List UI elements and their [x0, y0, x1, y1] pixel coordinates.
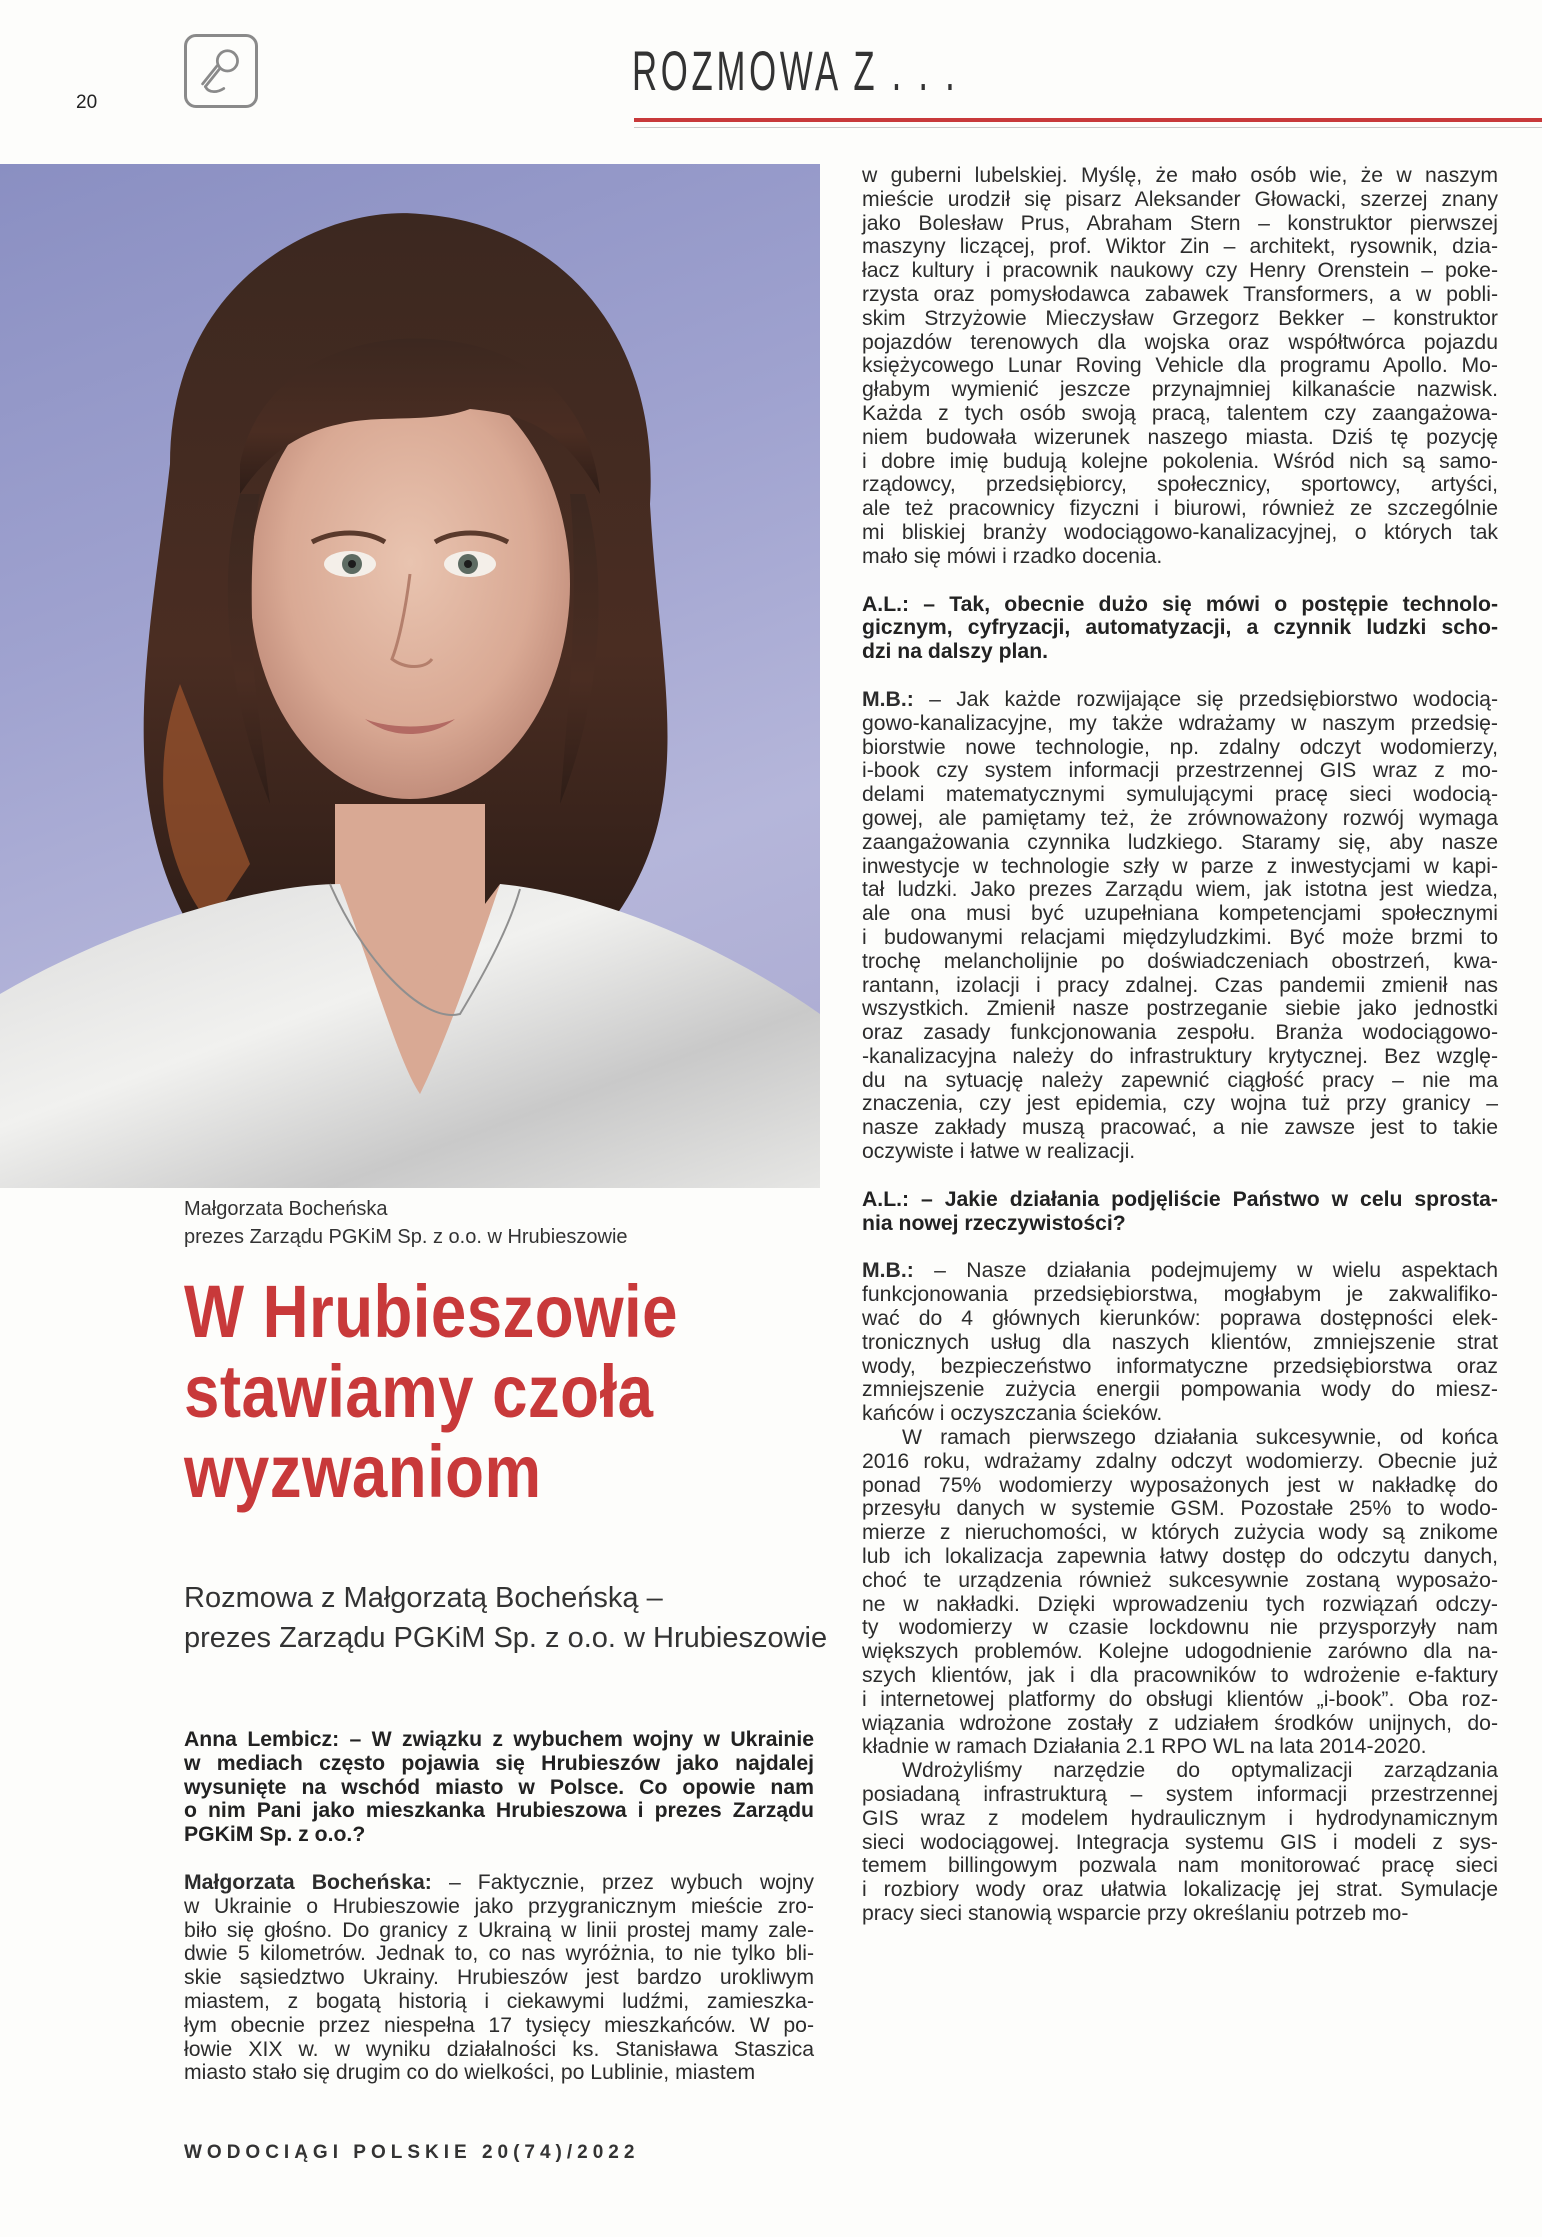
text-line: du na sytuację należy zapewnić ciągłość pracy – nie ma: [862, 1068, 1498, 1092]
headline-line: stawiamy czoła: [184, 1350, 654, 1433]
text-line: ty wodomierzy w czasie lockdownu nie przysporzyły nam: [862, 1616, 1498, 1640]
text-line: choć te urządzenia również sukcesywnie zostaną wyposażo-: [862, 1568, 1498, 1592]
text-line: M.B.: – Nasze działania podejmujemy w wielu aspektach: [862, 1259, 1498, 1283]
text-line: miasto stało się drugim co do wielkości, po Lublinie, miastem: [184, 2061, 756, 2085]
text-line: trochę melancholijnie po doświadczeniach obostrzeń, kwa-: [862, 949, 1498, 973]
text-line: łowie XIX w. w wyniku działalności ks. Stanisława Staszica: [184, 2037, 814, 2061]
speaker-label: M.B.:: [862, 1259, 914, 1283]
text-line: pracy sieci stanowią wsparcie przy określaniu potrzeb mo-: [862, 1901, 1409, 1925]
text-line: w guberni lubelskiej. Myślę, że mało osób wie, że w naszym: [862, 164, 1498, 187]
paragraph-gap: [184, 1847, 814, 1871]
text-line: nia nowej rzeczywistości?: [862, 1211, 1126, 1235]
text-line: wysunięte na wschód miasto w Polsce. Co opowie nam: [184, 1775, 814, 1799]
left-text-column: [184, 1728, 814, 2085]
text-line: Małgorzata Bocheńska: – Faktycznie, przez wybuch wojny: [184, 1870, 815, 1894]
text-line: delami matematycznymi symulującymi pracę sieci wodocią-: [862, 783, 1498, 807]
text-line: tronicznych usług dla naszych klientów, zmniejszenie strat: [862, 1330, 1498, 1354]
text-line: mi bliskiej branży wodociągowo-kanalizacyjnej, o których tak: [862, 520, 1498, 544]
paragraph-gap: [862, 664, 1498, 688]
text-line: większych problemów. Kolejne udogodnienie zarówno dla na-: [862, 1640, 1498, 1664]
text-line: lub ich lokalizacja zapewnia łatwy dostęp do odczytu danych,: [862, 1545, 1498, 1569]
text-line: rządowcy, przedsiębiorcy, społecznicy, sportowcy, artyści,: [862, 473, 1498, 497]
caption-name: Małgorzata Bocheńska: [184, 1198, 388, 1220]
subtitle-line: Rozmowa z Małgorzatą Bocheńską –: [184, 1582, 663, 1614]
speaker-label: Małgorzata Bocheńska:: [184, 1870, 432, 1894]
headline-line: W Hrubieszowie: [184, 1270, 678, 1353]
text-line: A.L.: – Jakie działania podjęliście Państwo w celu sprosta-: [862, 1187, 1498, 1211]
subtitle-line: prezes Zarządu PGKiM Sp. z o.o. w Hrubieszowie: [184, 1622, 828, 1654]
text-line: ale ona musi być uzupełniana kompetencjami społecznymi: [862, 902, 1498, 926]
text-line: skim Strzyżowie Mieczysław Grzegorz Bekker – konstruktor: [862, 306, 1498, 330]
right-text-column: [862, 164, 1498, 1926]
text-line: i rozbiory wody oraz ułatwia lokalizację jej strat. Symulacje: [862, 1878, 1498, 1902]
header-rule-thin: [634, 127, 1542, 128]
page-number: 20: [76, 92, 98, 113]
text-line: skie sąsiedztwo Ukrainy. Hrubieszów jest bardzo urokliwym: [184, 1966, 814, 1990]
microphone-icon: [184, 34, 258, 108]
text-line: sieci wodociągowej. Integracja systemu GIS i modeli z sys-: [862, 1830, 1498, 1854]
text-line: Wdrożyliśmy narzędzie do optymalizacji zarządzania: [902, 1759, 1498, 1783]
text-line: inwestycje w technologie szły w parze z inwestycjami w kapi-: [862, 854, 1498, 878]
paragraph-gap: [862, 1164, 1498, 1188]
text-line: łym obecnie przez niespełna 17 tysięcy mieszkańców. W po-: [184, 2013, 814, 2037]
interview-answer: [862, 1259, 1498, 1925]
text-line: i internetowej platformy do obsługi klientów „i-book”. Oba roz-: [862, 1687, 1498, 1711]
text-line: wszystkich. Zmienił nasze postrzeganie siebie jako jednostki: [862, 997, 1498, 1021]
text-line: mieście urodził się pisarz Aleksander Głowacki, szerzej znany: [862, 187, 1498, 211]
text-line: szych klientów, jak i dla pracowników to wdrożenie e-faktury: [862, 1664, 1498, 1688]
text-line: nasze zakłady muszą pracować, a nie zawsze jest to takie: [862, 1116, 1498, 1140]
interview-answer: [862, 688, 1498, 1164]
text-line: ne w nakładki. Dzięki wprowadzeniu tych rozwiązań odczy-: [862, 1592, 1498, 1616]
text-line: gicznym, cyfryzacji, automatyzacji, a czynnik ludzki scho-: [862, 616, 1498, 640]
text-line: Anna Lembicz: – W związku z wybuchem wojny w Ukrainie: [184, 1728, 814, 1751]
text-line: PGKiM Sp. z o.o.?: [184, 1823, 366, 1847]
interview-question: [862, 1188, 1498, 1236]
text-line: mało się mówi i rzadko docenia.: [862, 544, 1163, 568]
text-line: gowo-kanalizacyjne, my także wdrażamy w naszym przedsię-: [862, 711, 1498, 735]
text-line: GIS wraz z modelem hydraulicznym i hydrodynamicznym: [862, 1806, 1498, 1830]
text-line: M.B.: – Jak każde rozwijające się przedsiębiorstwo wodocią-: [862, 687, 1498, 711]
text-line: pojazdów terenowych dla wojska oraz współtwórca pojazdu: [862, 330, 1498, 354]
text-line: przesyłu danych w systemie GSM. Pozostałe 25% to wodo-: [862, 1497, 1498, 1521]
text-line: W ramach pierwszego działania sukcesywnie, od końca: [902, 1426, 1498, 1450]
interview-answer: [184, 1871, 814, 2085]
section-title: ROZMOWA Z . . .: [632, 39, 959, 102]
caption-role: prezes Zarządu PGKiM Sp. z o.o. w Hrubieszowie: [184, 1226, 628, 1248]
text-line: oraz zasady funkcjonowania zespołu. Branża wodociągowo-: [862, 1021, 1498, 1045]
paragraph-gap: [862, 569, 1498, 593]
text-line: wać do 4 głównych kierunków: poprawa dostępności elek-: [862, 1307, 1498, 1331]
text-line: rzysta oraz pomysłodawca zabawek Transformers, a w pobli-: [862, 282, 1498, 306]
article-subtitle: [184, 1578, 828, 1658]
text-line: księżycowego Lunar Roving Vehicle dla programu Apollo. Mo-: [862, 354, 1498, 378]
text-line: o nim Pani jako mieszkanka Hrubieszowa i prezes Zarządu: [184, 1799, 814, 1823]
text-line: dzi na dalszy plan.: [862, 640, 1049, 664]
text-line: w Ukrainie o Hrubieszowie jako przygranicznym mieście zro-: [184, 1894, 814, 1918]
text-line: znaczenia, czy jest epidemia, czy wojna tuż przy granicy –: [862, 1092, 1498, 1116]
text-line: maszyny liczącej, prof. Wiktor Zin – architekt, rysownik, dzia-: [862, 235, 1498, 259]
portrait-photo: [0, 164, 820, 1188]
text-line: miastem, z bogatą historią i ciekawymi ludźmi, zamieszka-: [184, 1989, 814, 2013]
speaker-label: M.B.:: [862, 687, 914, 711]
text-line: biorstwie nowe technologie, np. zdalny odczyt wodomierzy,: [862, 735, 1498, 759]
text-line: mierze z nieruchomości, w których zużycia wody są znikome: [862, 1521, 1498, 1545]
interview-question: [184, 1728, 814, 1847]
text-line: dwie 5 kilometrów. Jednak to, co nas wyróżnia, to nie tylko bli-: [184, 1942, 814, 1966]
text-line: w mediach często pojawia się Hrubieszów jako najdalej: [184, 1751, 814, 1775]
text-line: tał ludzki. Jako prezes Zarządu wiem, jak istotna jest wiedza,: [862, 878, 1498, 902]
text-line: wody, bezpieczeństwo informatyczne przedsiębiorstwa oraz: [862, 1354, 1498, 1378]
header-rule: [634, 118, 1542, 122]
text-line: głabym wymienić jeszcze przynajmniej kilkanaście nazwisk.: [862, 378, 1498, 402]
paragraph-gap: [862, 1235, 1498, 1259]
text-line: i budowanymi relacjami międzyludzkimi. Być może brzmi to: [862, 925, 1498, 949]
text-line: zaangażowania czynnika ludzkiego. Staramy się, aby nasze: [862, 830, 1498, 854]
text-line: niem budowała wizerunek naszego miasta. Dziś tę pozycję: [862, 425, 1498, 449]
text-line: i dobre imię budują kolejne pokolenia. Wśród nich są samo-: [862, 449, 1498, 473]
interview-question: [862, 593, 1498, 664]
text-line: temem billingowym pozwala nam monitorować pracę sieci: [862, 1854, 1498, 1878]
text-line: 2016 roku, wdrażamy zdalny odczyt wodomierzy. Obecnie już: [862, 1449, 1498, 1473]
text-line: łacz kultury i pracownik naukowy czy Henry Orenstein – poke-: [862, 259, 1498, 283]
text-line: Każda z tych osób swoją pracą, talentem czy zaangażowa-: [862, 401, 1498, 425]
text-line: i-book czy system informacji przestrzennej GIS wraz z mo-: [862, 759, 1498, 783]
text-line: rantann, izolacji i pracy zdalnej. Czas pandemii zmienił nas: [862, 973, 1498, 997]
text-line: biło się głośno. Do granicy z Ukrainą w linii prostej mamy zale-: [184, 1918, 814, 1942]
text-line: zmniejszenie zużycia energii pompowania wody do miesz-: [862, 1378, 1498, 1402]
text-line: funkcjonowania przedsiębiorstwa, mogłabym je zakwalifiko-: [862, 1283, 1498, 1307]
text-line: kładnie w ramach Działania 2.1 RPO WL na lata 2014-2020.: [862, 1735, 1427, 1759]
interview-answer: [862, 164, 1498, 569]
text-line: gowej, ale pamiętamy też, że zrównoważony rozwój wymaga: [862, 806, 1498, 830]
text-line: oczywiste i łatwe w realizacji.: [862, 1140, 1136, 1164]
text-line: posiadaną infrastrukturą – system informacji przestrzennej: [862, 1783, 1498, 1806]
magazine-footer: WODOCIĄGI POLSKIE 20(74)/2022: [184, 2142, 640, 2163]
text-line: wiązania wdrożone zostały z udziałem środków unijnych, do-: [862, 1711, 1498, 1735]
text-line: -kanalizacyjna należy do infrastruktury krytycznej. Bez wzglę-: [862, 1044, 1498, 1068]
article-headline: [184, 1272, 717, 1512]
text-line: ale też pracownicy fizyczni i biurowi, również ze szczególnie: [862, 497, 1498, 521]
text-line: ponad 75% wodomierzy wyposażonych jest w nakładkę do: [862, 1473, 1498, 1497]
photo-caption: [184, 1195, 628, 1251]
text-line: kańców i oczyszczania ścieków.: [862, 1402, 1163, 1426]
text-line: jako Bolesław Prus, Abraham Stern – konstruktor pierwszej: [862, 211, 1498, 235]
text-line: A.L.: – Tak, obecnie dużo się mówi o postępie technolo-: [862, 592, 1498, 616]
headline-line: wyzwaniom: [184, 1430, 542, 1513]
